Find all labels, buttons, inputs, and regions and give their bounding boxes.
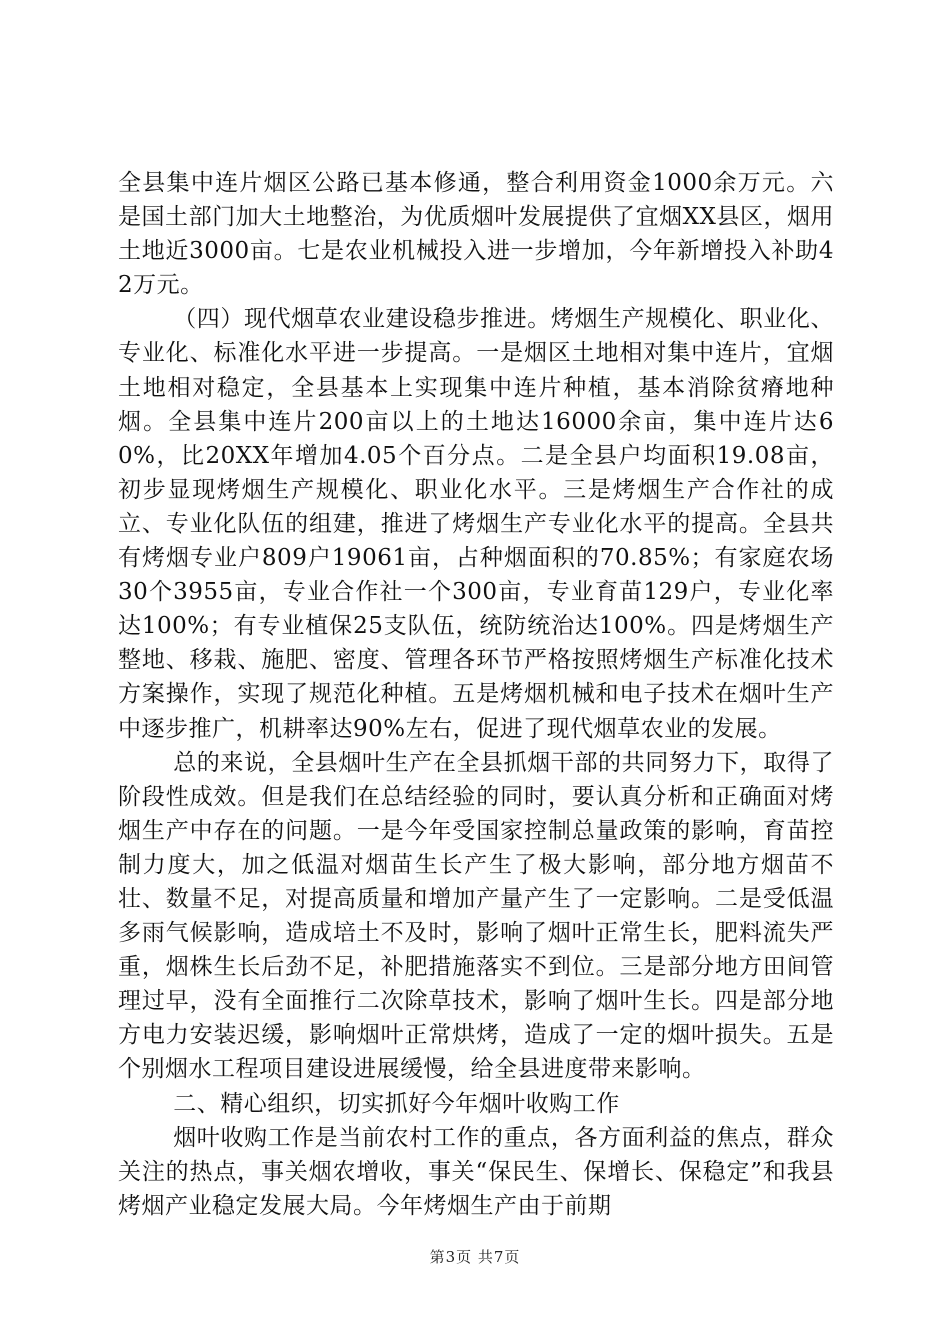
paragraph-continuation: 全县集中连片烟区公路已基本修通，整合利用资金1000余万元。六是国土部门加大土地整治，为优质烟叶发展提供了宜烟XX县区，烟用土地近3000亩。七是农业机械投入进一步增加，今年新增投入补助42万元。 (118, 170, 834, 299)
paragraph-modern-agriculture: （四）现代烟草农业建设稳步推进。烤烟生产规模化、职业化、专业化、标准化水平进一步提高。一是烟区土地相对集中连片，宜烟土地相对稳定，全县基本上实现集中连片种植，基本消除贫瘠地种烟。全县集中连片200亩以上的土地达16000余亩，集中连片达60%，比20XX年增加4.05个百分点。二是全县户均面积19.08亩，初步显现烤烟生产规模化、职业化水平。三是烤烟生产合作社的成立、专业化队伍的组建，推进了烤烟生产专业化水平的提高。全县共有烤烟专业户809户19061亩，占种烟面积的70.85%；有家庭农场30个3955亩，专业合作社一个300亩，专业育苗129户，专业化率达100%；有专业植保25支队伍，统防统治达100%。四是烤烟生产整地、移栽、施肥、密度、管理各环节严格按照烤烟生产标准化技术方案操作，实现了规范化种植。五是烤烟机械和电子技术在烟叶生产中逐步推广，机耕率达90%左右，促进了现代烟草农业的发展。 (118, 306, 834, 742)
section-heading-purchase: 二、精心组织，切实抓好今年烟叶收购工作 (173, 1090, 620, 1117)
paragraph-summary-problems: 总的来说，全县烟叶生产在全县抓烟干部的共同努力下，取得了阶段性成效。但是我们在总结经验的同时，要认真分析和正确面对烤烟生产中存在的问题。一是今年受国家控制总量政策的影响，育苗控制力度大，加之低温对烟苗生长产生了极大影响，部分地方烟苗不壮、数量不足，对提高质量和增加产量产生了一定影响。二是受低温多雨气候影响，造成培土不及时，影响了烟叶正常生长，肥料流失严重，烟株生长后劲不足，补肥措施落实不到位。三是部分地方田间管理过早，没有全面推行二次除草技术，影响了烟叶生长。四是部分地方电力安装迟缓，影响烟叶正常烘烤，造成了一定的烟叶损失。五是个别烟水工程项目建设进展缓慢，给全县进度带来影响。 (118, 749, 834, 1083)
document-body (118, 166, 834, 1223)
page-number-footer: 第3页 共7页 (429, 1248, 521, 1266)
paragraph-purchase-work: 烟叶收购工作是当前农村工作的重点，各方面利益的焦点，群众关注的热点，事关烟农增收，事关“保民生、保增长、保稳定”和我县烤烟产业稳定发展大局。今年烤烟生产由于前期 (118, 1124, 834, 1219)
